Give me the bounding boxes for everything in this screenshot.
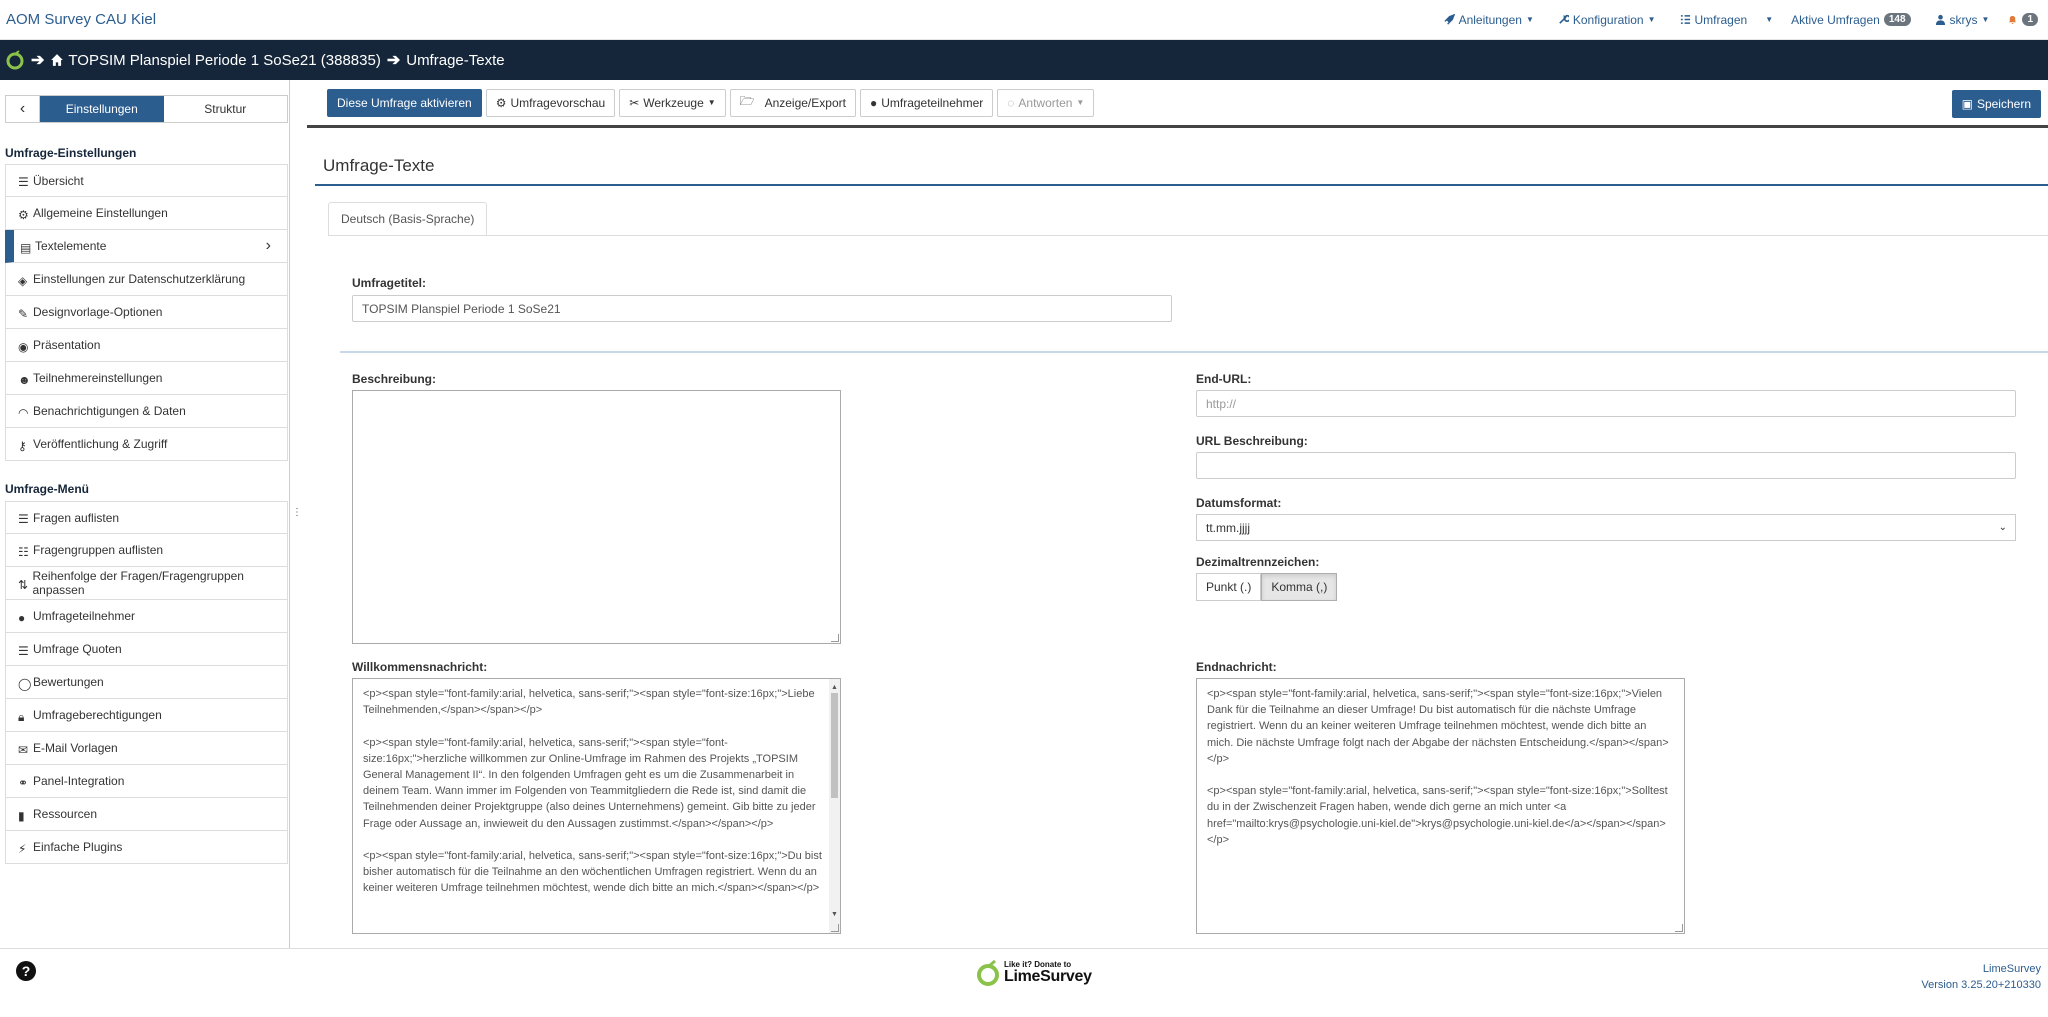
file-text-icon: ▤ bbox=[20, 240, 32, 255]
nav-notifications[interactable] bbox=[2001, 0, 2044, 40]
top-navbar bbox=[0, 0, 2048, 40]
title-divider bbox=[315, 184, 2048, 186]
product-link[interactable]: LimeSurvey bbox=[1982, 963, 2041, 975]
sidebar-item-label: E-Mail Vorlagen bbox=[33, 741, 118, 755]
comment-icon: ◯ bbox=[18, 676, 32, 691]
nav-user[interactable] bbox=[1923, 0, 2002, 40]
sidebar-item-label: Ressourcen bbox=[33, 807, 98, 821]
sidebar bbox=[0, 80, 290, 948]
nav-user-label: skrys bbox=[1949, 12, 1978, 27]
export-button[interactable] bbox=[730, 89, 856, 117]
sidebar-item-label: Umfrage Quoten bbox=[33, 642, 122, 656]
home-icon bbox=[50, 53, 64, 67]
eye-icon: ◉ bbox=[18, 339, 29, 354]
sidebar-item-label: Reihenfolge der Fragen/Fragengruppen anpassen bbox=[32, 569, 244, 597]
nav-konfiguration[interactable] bbox=[1546, 0, 1668, 40]
scroll-up-icon[interactable]: ▲ bbox=[831, 684, 838, 691]
help-icon[interactable]: ? bbox=[16, 961, 36, 981]
survey-title-input[interactable]: TOPSIM Planspiel Periode 1 SoSe21 bbox=[352, 295, 1172, 322]
sidebar-item-label: Präsentation bbox=[33, 338, 101, 352]
rocket-icon bbox=[1444, 14, 1455, 25]
sidebar-item-quotas[interactable] bbox=[5, 633, 288, 666]
comments-icon: ◌ bbox=[1007, 95, 1015, 110]
sidebar-item-assessments[interactable] bbox=[5, 666, 288, 699]
sidebar-item-label: Teilnehmereinstellungen bbox=[33, 371, 163, 385]
limesurvey-logo-icon bbox=[976, 959, 1002, 987]
sidebar-item-label: Textelemente bbox=[35, 239, 107, 253]
export-label: Anzeige/Export bbox=[764, 95, 846, 110]
gears-icon: ⚙ bbox=[18, 207, 29, 222]
description-label: Beschreibung: bbox=[352, 372, 437, 386]
tab-divider bbox=[328, 235, 2048, 236]
sidebar-item-label: Bewertungen bbox=[33, 675, 104, 689]
key-icon: ⚷ bbox=[18, 438, 27, 453]
sidebar-item-overview[interactable] bbox=[5, 164, 288, 197]
folder-open-icon: 🗁 bbox=[739, 94, 755, 108]
caret-down-icon: ▼ bbox=[1981, 15, 1990, 24]
collapse-sidebar-button[interactable] bbox=[6, 96, 40, 122]
preview-button[interactable] bbox=[486, 89, 615, 117]
caret-down-icon: ▼ bbox=[707, 98, 716, 107]
brush-icon: ✎ bbox=[18, 306, 29, 321]
sidebar-item-publication[interactable] bbox=[5, 428, 288, 461]
participants-label: Umfrageteilnehmer bbox=[881, 95, 984, 110]
nav-active-surveys[interactable] bbox=[1779, 0, 1922, 40]
survey-toolbar bbox=[307, 80, 2048, 128]
end-message-text: <p><span style="font-family:arial, helvetica, sans-serif;"><span style="font-size:16px;">Vielen Dank für die Teilnahme an dieser Umfrage! Du bist automatisch für die nächste Umfrage registriert. Wenn du an keiner weiteren Umfrage teilnehmen möchtest, wende dich bitte an mich. Die nächste Umfrage folgt nach der Abgabe der nächsten Entscheidung.</span></span></p> <p><span style="font-family:arial, helvetica, sans-serif;"><span style="font-size:16px;">Solltest du in der Zwischenzeit Fragen haben, wende dich gerne an mich unter <a href="mailto:krys@psychologie.uni-kiel.de">krys@psychologie.uni-kiel.de</a></span></span></p> bbox=[1207, 688, 1669, 846]
sidebar-item-label: Umfrageteilnehmer bbox=[33, 609, 136, 623]
brand-link[interactable]: AOM Survey CAU Kiel bbox=[6, 11, 157, 28]
sidebar-item-participant-settings[interactable] bbox=[5, 362, 288, 395]
date-format-select[interactable] bbox=[1196, 514, 2016, 541]
save-icon: ▣ bbox=[1961, 97, 1973, 111]
sidebar-item-label: Einfache Plugins bbox=[33, 840, 123, 854]
sidebar-item-reorder[interactable] bbox=[5, 567, 288, 600]
bell-icon bbox=[2007, 14, 2018, 25]
sidebar-item-label: Umfrageberechtigungen bbox=[33, 708, 162, 722]
date-format-value: tt.mm.jjjj bbox=[1206, 520, 1250, 535]
save-label: Speichern bbox=[1976, 97, 2031, 111]
description-textarea[interactable] bbox=[352, 390, 841, 644]
users-icon: ☻ bbox=[18, 372, 31, 387]
tab-settings[interactable]: Einstellungen bbox=[40, 96, 164, 122]
sidebar-item-plugins[interactable] bbox=[5, 831, 288, 864]
caret-down-icon: ▼ bbox=[1076, 98, 1085, 107]
file-icon: ▮ bbox=[18, 808, 25, 823]
decimal-separator-group bbox=[1196, 573, 1337, 601]
caret-down-icon: ▼ bbox=[1647, 15, 1656, 24]
user-icon: ● bbox=[869, 95, 878, 110]
rss-icon: ◠ bbox=[18, 405, 29, 420]
settings-heading: Umfrage-Einstellungen bbox=[5, 146, 137, 160]
tab-structure[interactable]: Struktur bbox=[204, 102, 247, 116]
notifications-badge: 1 bbox=[2022, 13, 2038, 26]
gear-icon: ⚙ bbox=[495, 95, 507, 110]
nav-umfragen-dropdown[interactable] bbox=[1759, 0, 1779, 40]
sidebar-item-label: Designvorlage-Optionen bbox=[33, 305, 163, 319]
tasks-icon: ☰ bbox=[18, 643, 29, 658]
sidebar-tab-switch bbox=[5, 95, 288, 123]
url-description-input[interactable] bbox=[1196, 452, 2016, 479]
limesurvey-logo-icon[interactable] bbox=[5, 50, 25, 70]
responses-dropdown[interactable] bbox=[997, 89, 1094, 117]
survey-title-label: Umfragetitel: bbox=[352, 276, 427, 290]
decimal-point-button[interactable]: Punkt (.) bbox=[1196, 573, 1261, 601]
nav-konfiguration-label: Konfiguration bbox=[1572, 12, 1644, 27]
tools-dropdown[interactable] bbox=[619, 89, 725, 117]
welcome-label: Willkommensnachricht: bbox=[352, 660, 488, 674]
list-icon: ☰ bbox=[18, 175, 29, 189]
nav-anleitungen-label: Anleitungen bbox=[1458, 12, 1522, 27]
welcome-text: <p><span style="font-family:arial, helvetica, sans-serif;"><span style="font-size:16px;">Liebe Teilnehmenden,</span></span></p> <p><span style="font-family:arial, helvetica, sans-serif;"><span style="font-size:16px;">herzliche willkommen zur Online-Umfrage im Rahmen des Projekts „TOPSIM General Management II“. In den folgenden Umfragen geht es um die Zusammenarbeit in deinem Team. Wann immer im Folgenden von Teammitgliedern die Rede ist, sind damit die Teilnehmenden deiner Projektgruppe (also deines Unternehmens) gemeint. Gib bitte zu jeder Frage oder Aussage an, inwieweit du den Aussagen zustimmst.</span></span></p> <p><span style="font-family:arial, helvetica, sans-serif;"><span style="font-size:16px;">Du bist bisher automatisch für die Teilnahme an den wöchentlichen Umfragen registriert. Wenn du an keiner weiteren Umfrage teilnehmen möchtest, wende dich bitte an mich.</span></span></p> bbox=[363, 688, 822, 895]
sidebar-item-theme-options[interactable] bbox=[5, 296, 288, 329]
nav-umfragen[interactable] bbox=[1668, 0, 1760, 40]
decimal-comma-button[interactable]: Komma (,) bbox=[1261, 573, 1337, 601]
preview-label: Umfragevorschau bbox=[510, 95, 606, 110]
activate-survey-button[interactable]: Diese Umfrage aktivieren bbox=[327, 89, 482, 117]
breadcrumb-current: Umfrage-Texte bbox=[406, 51, 505, 69]
end-message-textarea[interactable] bbox=[1196, 678, 1685, 934]
resize-grip-icon[interactable] bbox=[831, 924, 839, 932]
end-url-input[interactable]: http:// bbox=[1196, 390, 2016, 417]
user-icon bbox=[1935, 14, 1946, 25]
nav-umfragen-label: Umfragen bbox=[1694, 12, 1748, 27]
list-icon bbox=[1680, 14, 1691, 25]
page-title: Umfrage-Texte bbox=[323, 156, 435, 175]
sort-icon: ⇅ bbox=[18, 577, 29, 592]
donate-brand-text: LimeSurvey bbox=[1004, 968, 1092, 985]
sidebar-item-privacy[interactable] bbox=[5, 263, 288, 296]
donate-link[interactable] bbox=[976, 959, 1092, 987]
participants-button[interactable] bbox=[860, 89, 993, 117]
save-button[interactable] bbox=[1952, 90, 2041, 118]
arrow-right-icon: ➔ bbox=[386, 52, 401, 69]
resize-grip-icon[interactable] bbox=[831, 634, 839, 642]
footer bbox=[0, 948, 2048, 1017]
sidebar-item-label: Einstellungen zur Datenschutzerklärung bbox=[33, 272, 246, 286]
version-info bbox=[1921, 961, 2041, 993]
end-message-label: Endnachricht: bbox=[1196, 660, 1277, 674]
sidebar-item-list-groups[interactable] bbox=[5, 534, 288, 567]
tools-label: Werkzeuge bbox=[643, 95, 704, 110]
decimal-separator-label: Dezimaltrennzeichen: bbox=[1196, 555, 1320, 569]
sidebar-item-email-templates[interactable] bbox=[5, 732, 288, 765]
chevron-right-icon: › bbox=[265, 237, 271, 254]
tools-icon: ✂ bbox=[629, 95, 640, 110]
settings-list bbox=[5, 164, 288, 461]
sidebar-item-label: Benachrichtigungen & Daten bbox=[33, 404, 186, 418]
sidebar-item-participants[interactable] bbox=[5, 600, 288, 633]
sidebar-item-label: Fragengruppen auflisten bbox=[33, 543, 164, 557]
list-icon: ☰ bbox=[18, 512, 29, 526]
plug-icon: ⚡︎ bbox=[18, 841, 27, 856]
date-format-label: Datumsformat: bbox=[1196, 496, 1282, 510]
tab-language-de[interactable]: Deutsch (Basis-Sprache) bbox=[328, 202, 487, 235]
chevron-left-icon: ‹ bbox=[19, 100, 26, 117]
nav-anleitungen[interactable] bbox=[1432, 0, 1546, 40]
sidebar-item-label: Fragen auflisten bbox=[33, 510, 120, 525]
arrow-right-icon: ➔ bbox=[31, 52, 45, 69]
section-divider bbox=[340, 351, 2048, 353]
welcome-textarea[interactable] bbox=[352, 678, 841, 934]
sidebar-item-notifications[interactable] bbox=[5, 395, 288, 428]
menu-heading: Umfrage-Menü bbox=[5, 482, 90, 496]
resize-grip-icon[interactable] bbox=[1675, 924, 1683, 932]
version-text: Version 3.25.20+210330 bbox=[1921, 979, 2041, 991]
breadcrumb-survey[interactable]: TOPSIM Planspiel Periode 1 SoSe21 (388835) bbox=[68, 51, 381, 69]
lock-icon: 🔒︎ bbox=[18, 709, 25, 724]
sidebar-item-text-elements[interactable] bbox=[5, 230, 288, 263]
envelope-icon: ✉ bbox=[18, 742, 29, 757]
sidebar-item-label: Panel-Integration bbox=[33, 774, 125, 788]
shield-icon: ◈ bbox=[18, 273, 28, 288]
sidebar-resize-handle[interactable]: ⋮ bbox=[292, 507, 302, 518]
user-icon: ● bbox=[18, 610, 26, 625]
sidebar-item-label: Übersicht bbox=[33, 173, 84, 188]
sidebar-item-label: Allgemeine Einstellungen bbox=[33, 206, 168, 220]
link-icon: ⚭ bbox=[18, 775, 29, 790]
wrench-icon bbox=[1558, 14, 1569, 25]
sidebar-item-label: Veröffentlichung & Zugriff bbox=[33, 437, 168, 451]
active-surveys-badge: 148 bbox=[1884, 13, 1911, 26]
sidebar-item-presentation[interactable] bbox=[5, 329, 288, 362]
chevron-down-icon: ⌄ bbox=[1998, 522, 2007, 533]
welcome-scrollbar[interactable] bbox=[829, 679, 840, 933]
menu-list bbox=[5, 501, 288, 864]
sidebar-item-resources[interactable] bbox=[5, 798, 288, 831]
nav-active-surveys-label: Aktive Umfragen bbox=[1791, 12, 1880, 27]
caret-down-icon: ▼ bbox=[1765, 15, 1774, 24]
sidebar-item-list-questions[interactable] bbox=[5, 501, 288, 534]
sidebar-item-general-settings[interactable] bbox=[5, 197, 288, 230]
caret-down-icon: ▼ bbox=[1525, 15, 1534, 24]
list-ol-icon: ☷ bbox=[18, 544, 29, 559]
breadcrumb bbox=[0, 40, 2048, 80]
scroll-thumb[interactable] bbox=[831, 693, 838, 798]
scroll-down-icon[interactable]: ▼ bbox=[831, 910, 838, 918]
responses-label: Antworten bbox=[1018, 95, 1073, 110]
donate-small-text: Like it? Donate to bbox=[1004, 960, 1072, 969]
url-description-label: URL Beschreibung: bbox=[1196, 434, 1308, 448]
sidebar-item-permissions[interactable] bbox=[5, 699, 288, 732]
end-url-label: End-URL: bbox=[1196, 372, 1252, 386]
sidebar-item-panel-integration[interactable] bbox=[5, 765, 288, 798]
